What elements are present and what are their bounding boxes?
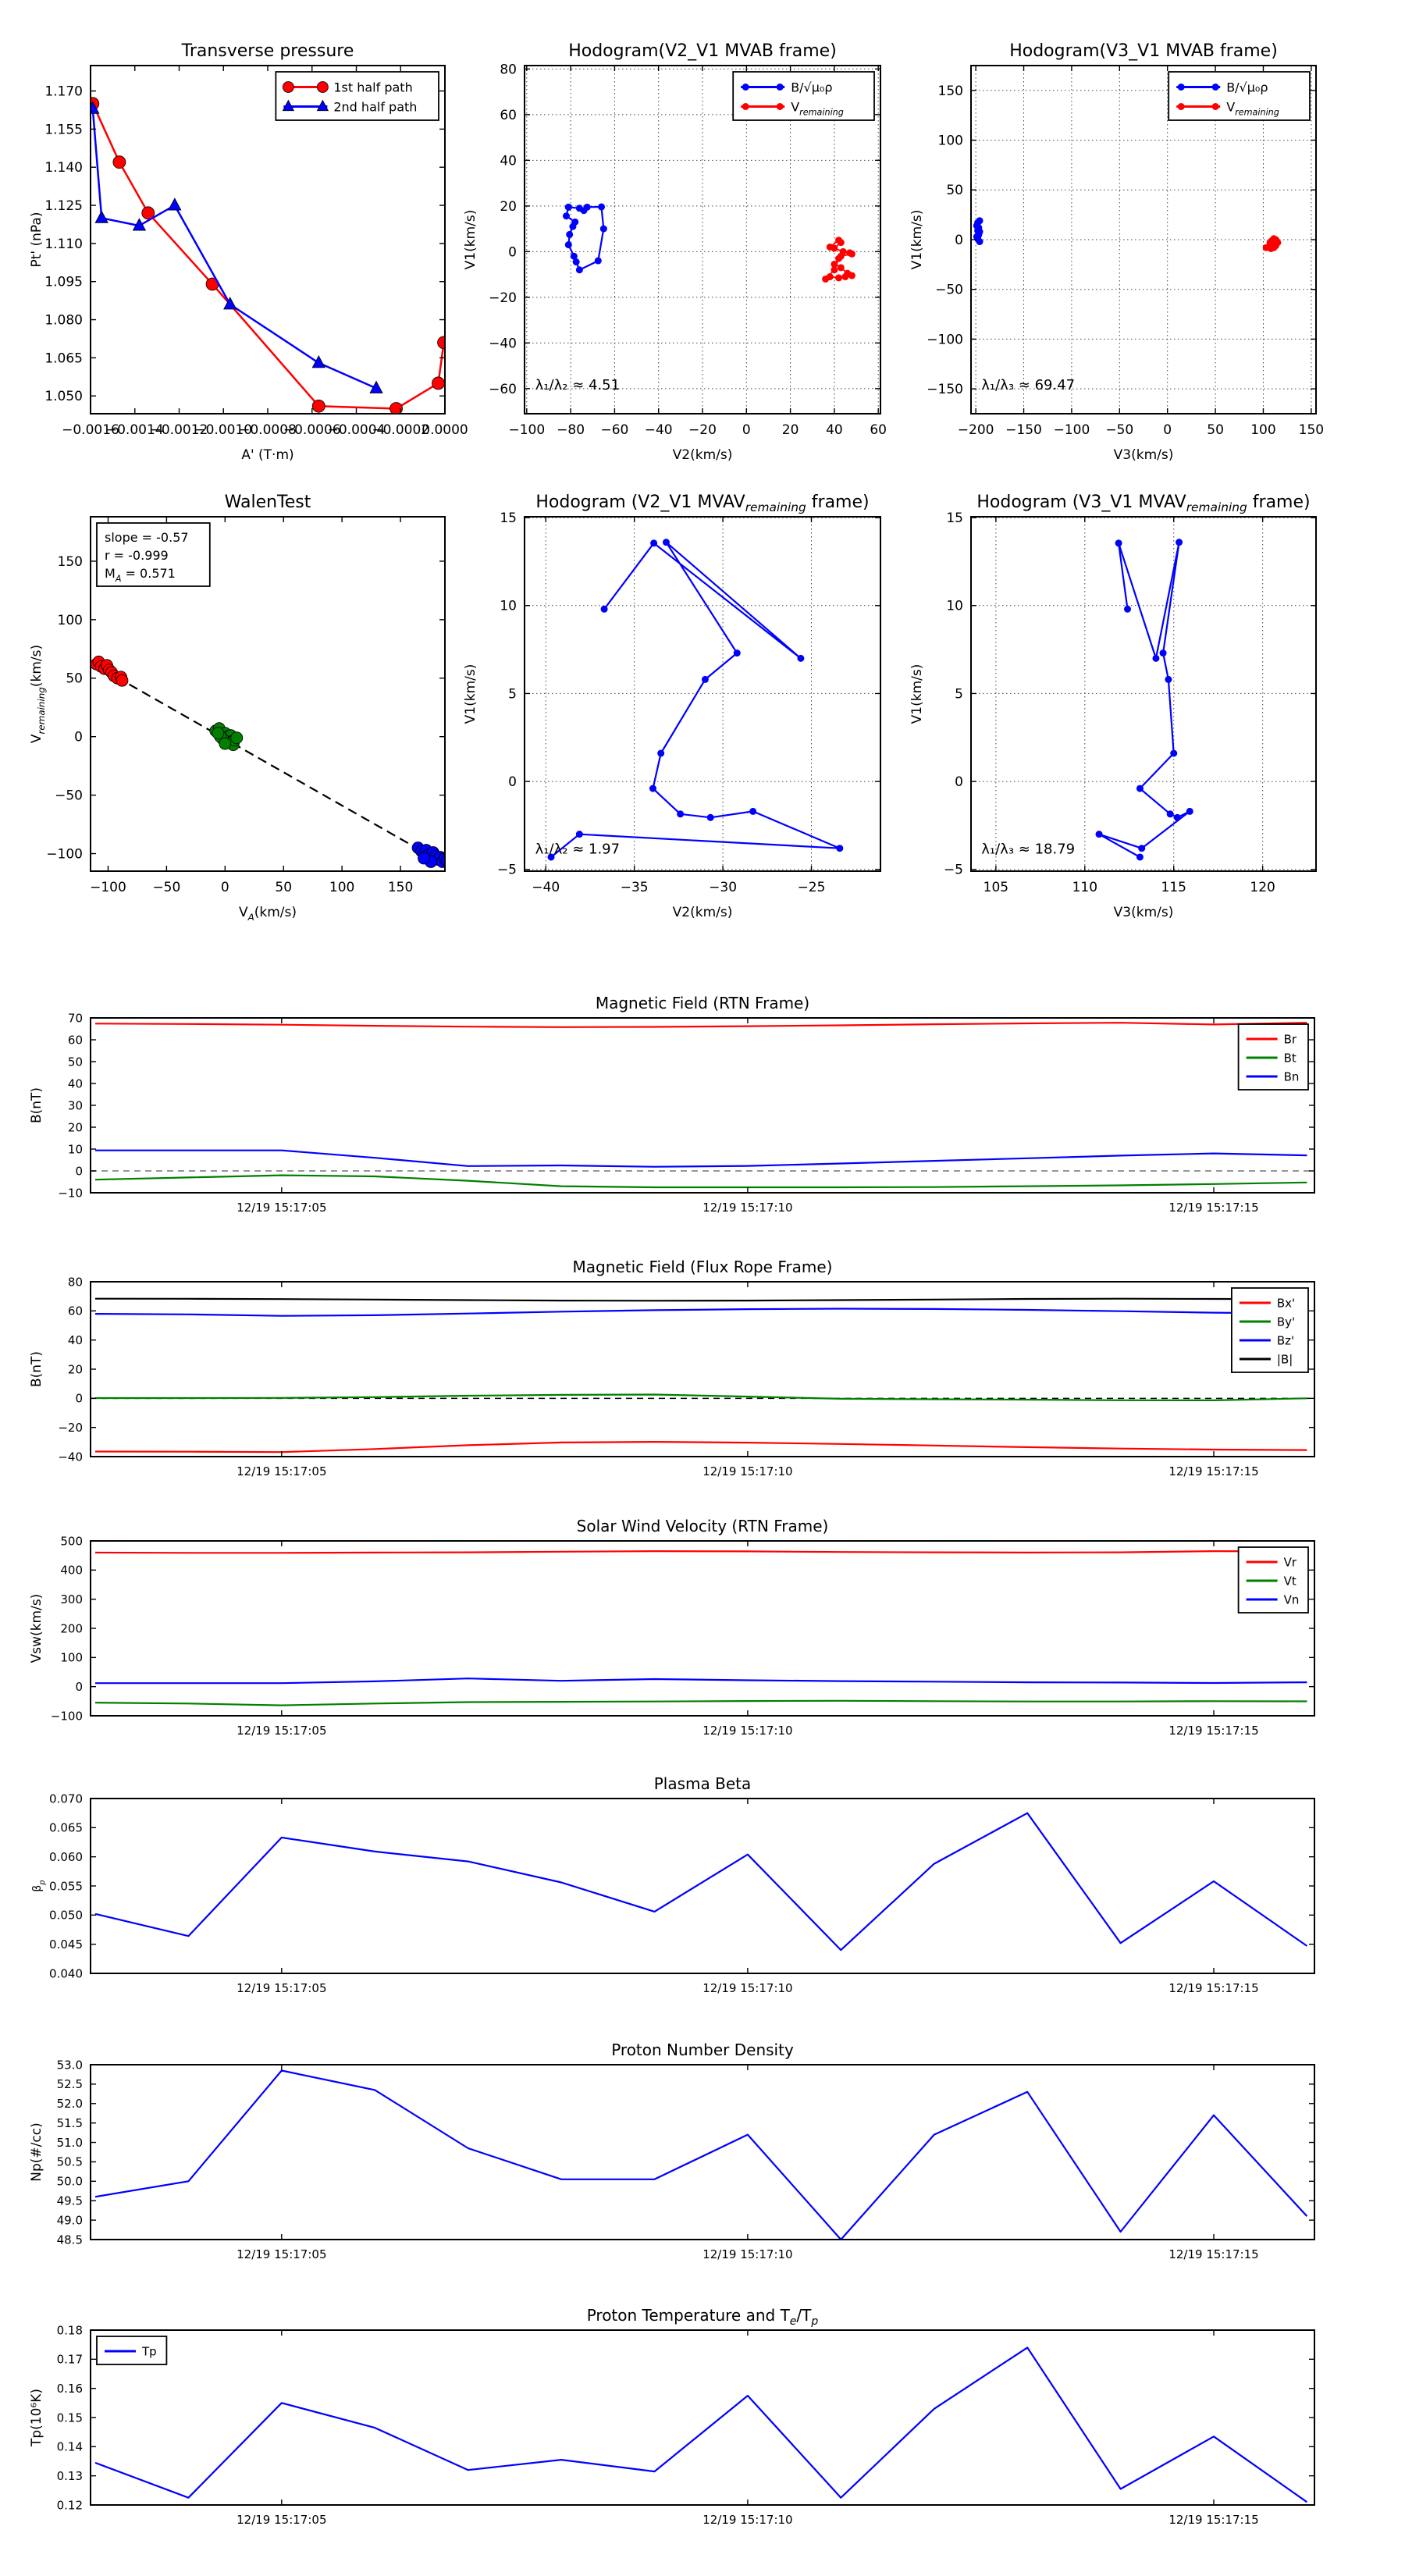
proton-temperature-legend <box>97 2336 166 2364</box>
hodogram-v3v1-mvab-ytick-label: 50 <box>946 183 963 199</box>
hodogram-v2v1-mvab-ytick-label: 40 <box>500 153 517 169</box>
hodogram-v3v1-mvab-xtick-label: 0 <box>1163 422 1172 438</box>
transverse-pressure-series-1st-half-path <box>87 98 450 415</box>
magnetic-field-flux-rope-legend <box>1232 1288 1308 1372</box>
hodogram-v2v1-mvab-xtick-label: −20 <box>688 422 717 438</box>
solar-wind-velocity-ytick-label: −100 <box>50 1709 83 1724</box>
hodogram-v3v1-mvav-ticks <box>971 517 1316 871</box>
walen-test-ylabel: $V_{remaining}(km/s)$ <box>29 644 47 744</box>
chart-hodogram-v3v1-mvab <box>909 41 1324 463</box>
hodogram-v3v1-mvab-legend-label: $V_{remaining}$ <box>1226 99 1279 118</box>
solar-wind-velocity-xtick-label: 12/19 15:17:05 <box>237 1724 327 1738</box>
magnetic-field-flux-rope-legend-label: By' <box>1276 1315 1296 1329</box>
proton-temperature-ylabel: Tp(10⁶K) <box>29 2388 44 2447</box>
magnetic-field-flux-rope-title: Magnetic Field (Flux Rope Frame) <box>572 1258 833 1276</box>
chart-plasma-beta <box>31 1774 1314 1995</box>
proton-number-density-ytick-label: 49.0 <box>56 2213 83 2228</box>
hodogram-v2v1-mvav-xlabel: V2(km/s) <box>672 905 733 920</box>
transverse-pressure-legend-label: 2nd half path <box>333 99 418 115</box>
hodogram-v2v1-mvav-ytick-label: 5 <box>508 686 517 703</box>
hodogram-v2v1-mvab-xtick-label: 20 <box>781 422 799 438</box>
proton-number-density-ticks <box>91 2065 1314 2240</box>
hodogram-v2v1-mvab-xtick-label: −40 <box>644 422 673 438</box>
transverse-pressure-ytick-label: 1.140 <box>44 160 83 176</box>
chart-transverse-pressure <box>29 41 468 463</box>
hodogram-v3v1-mvav-axes-frame <box>971 517 1316 871</box>
magnetic-field-rtn-ytick-label: 20 <box>67 1120 83 1135</box>
solar-wind-velocity-ytick-label: 400 <box>60 1563 83 1578</box>
proton-number-density-ylabel: Np(#/cc) <box>29 2122 44 2182</box>
hodogram-v3v1-mvab-ytick-label: −100 <box>927 332 963 348</box>
plasma-beta-ytick-label: 0.065 <box>49 1820 83 1835</box>
magnetic-field-rtn-legend <box>1239 1024 1308 1090</box>
hodogram-v2v1-mvav-ticks <box>525 517 880 871</box>
hodogram-v3v1-mvab-xtick-label: 100 <box>1250 422 1276 438</box>
hodogram-v3v1-mvab-ytick-label: −50 <box>935 282 963 298</box>
walen-test-series-last-interval <box>412 842 453 868</box>
hodogram-v2v1-mvab-ytick-label: 80 <box>500 62 517 78</box>
solar-wind-velocity-ytick-label: 0 <box>75 1679 83 1694</box>
walen-test-series-fit-line <box>91 663 445 865</box>
hodogram-v3v1-mvav-series-v-remaining-path <box>1096 539 1193 860</box>
hodogram-v3v1-mvav-xtick-label: 110 <box>1072 880 1098 895</box>
hodogram-v2v1-mvav-annotation: λ₁/λ₂ ≈ 1.97 <box>535 841 621 858</box>
transverse-pressure-xtick-label: −0.0004 <box>327 422 386 438</box>
solar-wind-velocity-legend-label: Vt <box>1283 1574 1297 1589</box>
magnetic-field-flux-rope-ytick-label: 40 <box>67 1332 83 1347</box>
proton-temperature-ytick-label: 0.15 <box>56 2411 83 2425</box>
magnetic-field-flux-rope-legend-label: Bz' <box>1276 1333 1295 1348</box>
transverse-pressure-xtick-label: −0.0006 <box>283 422 341 438</box>
hodogram-v2v1-mvab-xtick-label: −100 <box>508 422 546 438</box>
solar-wind-velocity-ylabel: Vsw(km/s) <box>29 1593 44 1663</box>
proton-temperature-ytick-label: 0.13 <box>56 2468 83 2483</box>
proton-temperature-ytick-label: 0.18 <box>56 2323 83 2338</box>
proton-number-density-ytick-label: 50.5 <box>56 2154 83 2169</box>
hodogram-v2v1-mvab-xtick-label: 0 <box>742 422 751 438</box>
magnetic-field-rtn-legend-label: Br <box>1283 1032 1297 1047</box>
plasma-beta-xtick-label: 12/19 15:17:05 <box>237 1981 327 1995</box>
hodogram-v2v1-mvav-xtick-label: −30 <box>709 880 738 895</box>
walen-test-infobox-line: $M_A = 0.571$ <box>105 566 176 584</box>
hodogram-v3v1-mvab-legend-label: B/√μ₀ρ <box>1226 80 1268 95</box>
walen-test-xtick-label: 50 <box>275 880 293 895</box>
hodogram-v2v1-mvav-xtick-label: −40 <box>532 880 560 895</box>
magnetic-field-rtn-xtick-label: 12/19 15:17:05 <box>237 1201 327 1215</box>
hodogram-v2v1-mvav-ytick-label: 0 <box>508 774 517 791</box>
transverse-pressure-xtick-label: −0.0002 <box>372 422 430 438</box>
hodogram-v3v1-mvav-ytick-label: −5 <box>943 862 963 878</box>
hodogram-v3v1-mvav-xtick-label: 115 <box>1161 880 1186 895</box>
solar-wind-velocity-xtick-label: 12/19 15:17:10 <box>702 1724 793 1738</box>
proton-number-density-ytick-label: 48.5 <box>56 2233 83 2247</box>
proton-temperature-series-tp <box>95 2347 1307 2502</box>
hodogram-v3v1-mvab-xlabel: V3(km/s) <box>1113 447 1174 463</box>
magnetic-field-rtn-ytick-label: 70 <box>67 1011 83 1026</box>
magnetic-field-flux-rope-ytick-label: 0 <box>75 1391 83 1406</box>
transverse-pressure-xtick-label: −0.0010 <box>194 422 253 438</box>
transverse-pressure-series-2nd-half-path <box>87 101 382 393</box>
hodogram-v3v1-mvab-ytick-label: −150 <box>927 382 963 398</box>
magnetic-field-rtn-legend-label: Bt <box>1283 1051 1297 1066</box>
chart-solar-wind-velocity <box>29 1517 1314 1738</box>
transverse-pressure-ytick-label: 1.125 <box>44 198 83 215</box>
solar-wind-velocity-legend <box>1239 1547 1308 1613</box>
plasma-beta-ytick-label: 0.070 <box>49 1791 83 1806</box>
solar-wind-velocity-series-vr <box>95 1551 1307 1553</box>
hodogram-v2v1-mvab-ytick-label: −40 <box>489 336 517 352</box>
hodogram-v2v1-mvab-xtick-label: −80 <box>557 422 585 438</box>
magnetic-field-flux-rope-ytick-label: 20 <box>67 1362 83 1377</box>
solar-wind-velocity-series-vt <box>95 1701 1307 1706</box>
magnetic-field-flux-rope-xtick-label: 12/19 15:17:15 <box>1168 1464 1259 1478</box>
solar-wind-velocity-series-vn <box>95 1678 1307 1683</box>
magnetic-field-rtn-series-br <box>95 1023 1307 1027</box>
transverse-pressure-legend <box>276 72 439 120</box>
hodogram-v3v1-mvab-series-b-scaled <box>973 217 984 245</box>
hodogram-v2v1-mvab-ylabel: V1(km/s) <box>463 209 478 270</box>
hodogram-v3v1-mvab-title: Hodogram(V3_V1 MVAB frame) <box>1009 41 1278 61</box>
magnetic-field-flux-rope-axes-frame <box>91 1282 1314 1457</box>
magnetic-field-rtn-ytick-label: 40 <box>67 1076 83 1091</box>
chart-proton-temperature <box>29 2306 1314 2527</box>
solar-wind-velocity-legend-label: Vr <box>1283 1555 1297 1570</box>
magnetic-field-rtn-xtick-label: 12/19 15:17:10 <box>702 1201 793 1215</box>
hodogram-v3v1-mvab-series-v-remaining <box>1263 235 1282 252</box>
hodogram-v2v1-mvab-annotation: λ₁/λ₂ ≈ 4.51 <box>535 376 621 393</box>
magnetic-field-flux-rope-ytick-label: −20 <box>58 1420 83 1435</box>
chart-magnetic-field-flux-rope <box>29 1258 1314 1478</box>
hodogram-v2v1-mvab-ytick-label: −60 <box>489 381 517 397</box>
proton-temperature-ytick-label: 0.16 <box>56 2381 83 2396</box>
plasma-beta-series-beta-p <box>95 1813 1307 1950</box>
proton-number-density-xtick-label: 12/19 15:17:15 <box>1168 2247 1259 2261</box>
chart-hodogram-v3v1-mvav <box>909 493 1316 920</box>
proton-number-density-ytick-label: 53.0 <box>56 2058 83 2073</box>
hodogram-v3v1-mvab-ytick-label: 150 <box>937 83 963 99</box>
proton-number-density-ytick-label: 52.0 <box>56 2097 83 2112</box>
magnetic-field-flux-rope-xtick-label: 12/19 15:17:10 <box>702 1464 793 1478</box>
proton-temperature-ticks <box>91 2330 1314 2505</box>
magnetic-field-flux-rope-legend-label: Bx' <box>1276 1296 1296 1311</box>
proton-number-density-ytick-label: 52.5 <box>56 2077 83 2092</box>
solar-wind-velocity-xtick-label: 12/19 15:17:15 <box>1168 1724 1259 1738</box>
plasma-beta-xtick-label: 12/19 15:17:15 <box>1168 1981 1259 1995</box>
transverse-pressure-xtick-label: −0.0016 <box>62 422 119 438</box>
proton-temperature-title: Proton Temperature and $T_e/T_p$ <box>586 2306 819 2328</box>
walen-test-infobox-line: r = -0.999 <box>105 548 169 563</box>
transverse-pressure-xtick-label: −0.0008 <box>239 422 297 438</box>
walen-test-xtick-label: 150 <box>387 880 414 895</box>
hodogram-v3v1-mvav-ylabel: V1(km/s) <box>909 664 925 724</box>
transverse-pressure-ytick-label: 1.080 <box>44 312 83 329</box>
proton-number-density-axes-frame <box>91 2065 1314 2240</box>
plasma-beta-ticks <box>91 1799 1314 1973</box>
plasma-beta-xtick-label: 12/19 15:17:10 <box>702 1981 793 1995</box>
hodogram-v3v1-mvab-legend <box>1168 72 1310 120</box>
hodogram-v2v1-mvab-legend-label: $V_{remaining}$ <box>791 99 844 118</box>
hodogram-v2v1-mvab-title: Hodogram(V2_V1 MVAB frame) <box>568 41 837 61</box>
transverse-pressure-xtick-label: −0.0012 <box>150 422 208 438</box>
proton-temperature-legend-label: Tp <box>142 2344 157 2359</box>
walen-test-xtick-label: −50 <box>152 880 181 895</box>
plasma-beta-title: Plasma Beta <box>653 1774 752 1793</box>
chart-proton-number-density <box>29 2041 1314 2261</box>
proton-temperature-ytick-label: 0.12 <box>56 2498 83 2513</box>
transverse-pressure-ylabel: Pt' (nPa) <box>29 212 44 268</box>
solar-wind-velocity-legend-label: Vn <box>1283 1592 1300 1607</box>
hodogram-v2v1-mvab-xtick-label: −60 <box>600 422 629 438</box>
magnetic-field-flux-rope-ytick-label: 80 <box>67 1275 83 1290</box>
magnetic-field-rtn-ytick-label: 60 <box>67 1033 83 1048</box>
hodogram-v2v1-mvav-title: Hodogram (V2_V1 $MVAV_{remaining}$ frame) <box>535 493 870 514</box>
proton-temperature-ytick-label: 0.14 <box>56 2439 83 2454</box>
chart-walen-test <box>29 493 453 923</box>
hodogram-v2v1-mvab-ytick-label: −20 <box>489 290 517 306</box>
plasma-beta-ytick-label: 0.040 <box>49 1966 83 1981</box>
walen-test-xtick-label: −100 <box>90 880 126 895</box>
hodogram-v3v1-mvab-annotation: λ₁/λ₃ ≈ 69.47 <box>981 376 1076 393</box>
hodogram-v2v1-mvab-legend <box>733 72 874 120</box>
hodogram-v2v1-mvav-ytick-label: −5 <box>496 862 517 878</box>
walen-test-infobox-line: slope = -0.57 <box>105 530 189 545</box>
magnetic-field-flux-rope-legend-label: |B| <box>1276 1352 1293 1367</box>
solar-wind-velocity-ytick-label: 200 <box>60 1621 83 1636</box>
hodogram-v2v1-mvab-series-b-scaled <box>563 204 607 274</box>
hodogram-v3v1-mvav-xtick-label: 105 <box>983 880 1009 895</box>
transverse-pressure-ytick-label: 1.050 <box>44 389 83 405</box>
hodogram-v3v1-mvav-annotation: λ₁/λ₃ ≈ 18.79 <box>981 841 1076 858</box>
solar-wind-velocity-title: Solar Wind Velocity (RTN Frame) <box>576 1517 829 1535</box>
solar-wind-velocity-ticks <box>91 1541 1314 1716</box>
solar-wind-velocity-ytick-label: 100 <box>60 1650 83 1665</box>
hodogram-v3v1-mvab-ytick-label: 100 <box>937 133 963 149</box>
walen-test-series-middle-interval <box>210 723 243 751</box>
walen-test-ytick-label: 50 <box>66 671 83 687</box>
magnetic-field-flux-rope-ticks <box>91 1282 1314 1457</box>
walen-test-ytick-label: −100 <box>46 846 83 863</box>
hodogram-v3v1-mvav-ytick-label: 15 <box>946 511 963 527</box>
proton-number-density-ytick-label: 49.5 <box>56 2194 83 2208</box>
hodogram-v3v1-mvab-xtick-label: −100 <box>1053 422 1090 438</box>
walen-test-xtick-label: 100 <box>329 880 355 895</box>
transverse-pressure-xtick-label: −0.0014 <box>105 422 164 438</box>
hodogram-v3v1-mvav-xlabel: V3(km/s) <box>1113 905 1174 920</box>
proton-temperature-ytick-label: 0.17 <box>56 2352 83 2367</box>
proton-number-density-ytick-label: 50.0 <box>56 2174 83 2189</box>
hodogram-v2v1-mvav-ytick-label: 10 <box>500 598 517 614</box>
hodogram-v3v1-mvab-xtick-label: −200 <box>957 422 994 438</box>
proton-temperature-axes-frame <box>91 2330 1314 2505</box>
chart-hodogram-v2v1-mvav <box>463 493 880 920</box>
hodogram-v3v1-mvav-grid <box>971 517 1316 871</box>
plasma-beta-axes-frame <box>91 1799 1314 1973</box>
plasma-beta-ytick-label: 0.045 <box>49 1937 83 1952</box>
magnetic-field-rtn-series-bn <box>95 1151 1307 1167</box>
hodogram-v3v1-mvav-title: Hodogram (V3_V1 $MVAV_{remaining}$ frame) <box>976 493 1311 514</box>
magnetic-field-flux-rope-series--b- <box>95 1299 1307 1301</box>
walen-test-ytick-label: 150 <box>57 553 83 570</box>
hodogram-v2v1-mvav-xtick-label: −25 <box>797 880 826 895</box>
magnetic-field-flux-rope-series-bx- <box>95 1442 1307 1452</box>
hodogram-v2v1-mvav-axes-frame <box>525 517 880 871</box>
proton-number-density-ytick-label: 51.5 <box>56 2115 83 2130</box>
hodogram-v2v1-mvav-xtick-label: −35 <box>620 880 649 895</box>
proton-number-density-xtick-label: 12/19 15:17:05 <box>237 2247 327 2261</box>
hodogram-v3v1-mvab-xtick-label: −150 <box>1005 422 1042 438</box>
proton-temperature-xtick-label: 12/19 15:17:15 <box>1168 2513 1259 2527</box>
hodogram-v2v1-mvab-series-v-remaining <box>822 237 855 283</box>
proton-number-density-xtick-label: 12/19 15:17:10 <box>702 2247 793 2261</box>
transverse-pressure-xlabel: A' (T·m) <box>241 447 294 463</box>
hodogram-v2v1-mvab-legend-label: B/√μ₀ρ <box>791 80 833 95</box>
magnetic-field-rtn-ytick-label: 10 <box>67 1142 83 1157</box>
transverse-pressure-xtick-label: 0.0000 <box>422 422 468 438</box>
hodogram-v2v1-mvav-ylabel: V1(km/s) <box>463 664 478 724</box>
plasma-beta-ytick-label: 0.055 <box>49 1879 83 1894</box>
magnetic-field-rtn-series-bt <box>95 1176 1307 1187</box>
hodogram-v3v1-mvab-ylabel: V1(km/s) <box>909 209 925 270</box>
magnetic-field-rtn-xtick-label: 12/19 15:17:15 <box>1168 1201 1259 1215</box>
hodogram-v3v1-mvav-ytick-label: 10 <box>946 598 963 614</box>
transverse-pressure-legend-label: 1st half path <box>333 80 413 95</box>
transverse-pressure-ytick-label: 1.170 <box>44 84 83 100</box>
walen-test-xlabel: $V_A(km/s)$ <box>238 905 297 923</box>
walen-test-xtick-label: 0 <box>220 880 229 895</box>
hodogram-v3v1-mvab-xtick-label: 150 <box>1298 422 1325 438</box>
hodogram-v3v1-mvab-xtick-label: −50 <box>1105 422 1134 438</box>
hodogram-v2v1-mvav-grid <box>525 517 880 871</box>
transverse-pressure-ytick-label: 1.065 <box>44 350 83 367</box>
magnetic-field-flux-rope-series-bz- <box>95 1309 1307 1316</box>
magnetic-field-rtn-legend-label: Bn <box>1283 1069 1300 1084</box>
walen-test-infobox <box>97 523 210 586</box>
magnetic-field-flux-rope-xtick-label: 12/19 15:17:05 <box>237 1464 327 1478</box>
proton-temperature-xtick-label: 12/19 15:17:10 <box>702 2513 793 2527</box>
walen-test-ytick-label: 0 <box>74 729 83 745</box>
magnetic-field-flux-rope-ylabel: B(nT) <box>29 1350 44 1388</box>
hodogram-v3v1-mvav-ytick-label: 0 <box>955 774 963 791</box>
transverse-pressure-ytick-label: 1.155 <box>44 122 83 138</box>
hodogram-v2v1-mvav-ytick-label: 15 <box>500 511 517 527</box>
transverse-pressure-ytick-label: 1.110 <box>44 236 83 252</box>
magnetic-field-rtn-ytick-label: 30 <box>67 1098 83 1113</box>
walen-test-title: WalenTest <box>224 493 311 512</box>
hodogram-v2v1-mvab-ytick-label: 20 <box>500 198 517 215</box>
transverse-pressure-ytick-label: 1.095 <box>44 274 83 290</box>
magnetic-field-flux-rope-series-by- <box>95 1395 1307 1400</box>
transverse-pressure-title: Transverse pressure <box>181 41 354 61</box>
magnetic-field-rtn-ytick-label: 50 <box>67 1055 83 1069</box>
solar-wind-velocity-axes-frame <box>91 1541 1314 1716</box>
walen-test-ytick-label: −50 <box>55 788 83 804</box>
hodogram-v3v1-mvav-ytick-label: 5 <box>955 686 963 703</box>
hodogram-v3v1-mvav-xtick-label: 120 <box>1250 880 1275 895</box>
chart-magnetic-field-rtn <box>29 994 1314 1215</box>
hodogram-v3v1-mvab-xtick-label: 50 <box>1207 422 1224 438</box>
hodogram-v2v1-mvab-ytick-label: 0 <box>508 244 517 261</box>
chart-hodogram-v2v1-mvab <box>463 41 887 463</box>
magnetic-field-rtn-ylabel: B(nT) <box>29 1087 44 1124</box>
hodogram-v2v1-mvab-xtick-label: 40 <box>826 422 843 438</box>
hodogram-v2v1-mvav-series-v-remaining-path <box>548 539 844 860</box>
proton-number-density-title: Proton Number Density <box>611 2041 794 2059</box>
solar-wind-velocity-ytick-label: 500 <box>60 1534 83 1549</box>
proton-number-density-ytick-label: 51.0 <box>56 2135 83 2150</box>
walen-test-ytick-label: 100 <box>57 612 83 628</box>
magnetic-field-flux-rope-ytick-label: 60 <box>67 1304 83 1318</box>
proton-temperature-xtick-label: 12/19 15:17:05 <box>237 2513 327 2527</box>
hodogram-v2v1-mvab-xtick-label: 60 <box>870 422 887 438</box>
walen-test-series-first-interval <box>91 656 128 686</box>
hodogram-v2v1-mvab-xlabel: V2(km/s) <box>672 447 733 463</box>
hodogram-v3v1-mvab-ytick-label: 0 <box>955 232 963 248</box>
magnetic-field-rtn-ytick-label: 0 <box>75 1164 83 1179</box>
magnetic-field-rtn-title: Magnetic Field (RTN Frame) <box>595 994 810 1012</box>
solar-wind-velocity-ytick-label: 300 <box>60 1592 83 1606</box>
proton-number-density-series-np <box>95 2071 1307 2240</box>
plasma-beta-ylabel: $\beta_p$ <box>31 1880 47 1892</box>
plasma-beta-ytick-label: 0.050 <box>49 1908 83 1923</box>
hodogram-v2v1-mvab-ytick-label: 60 <box>500 107 517 123</box>
magnetic-field-flux-rope-ytick-label: −40 <box>58 1450 83 1464</box>
plasma-beta-ytick-label: 0.060 <box>49 1849 83 1864</box>
magnetic-field-rtn-ytick-label: −10 <box>58 1186 83 1201</box>
